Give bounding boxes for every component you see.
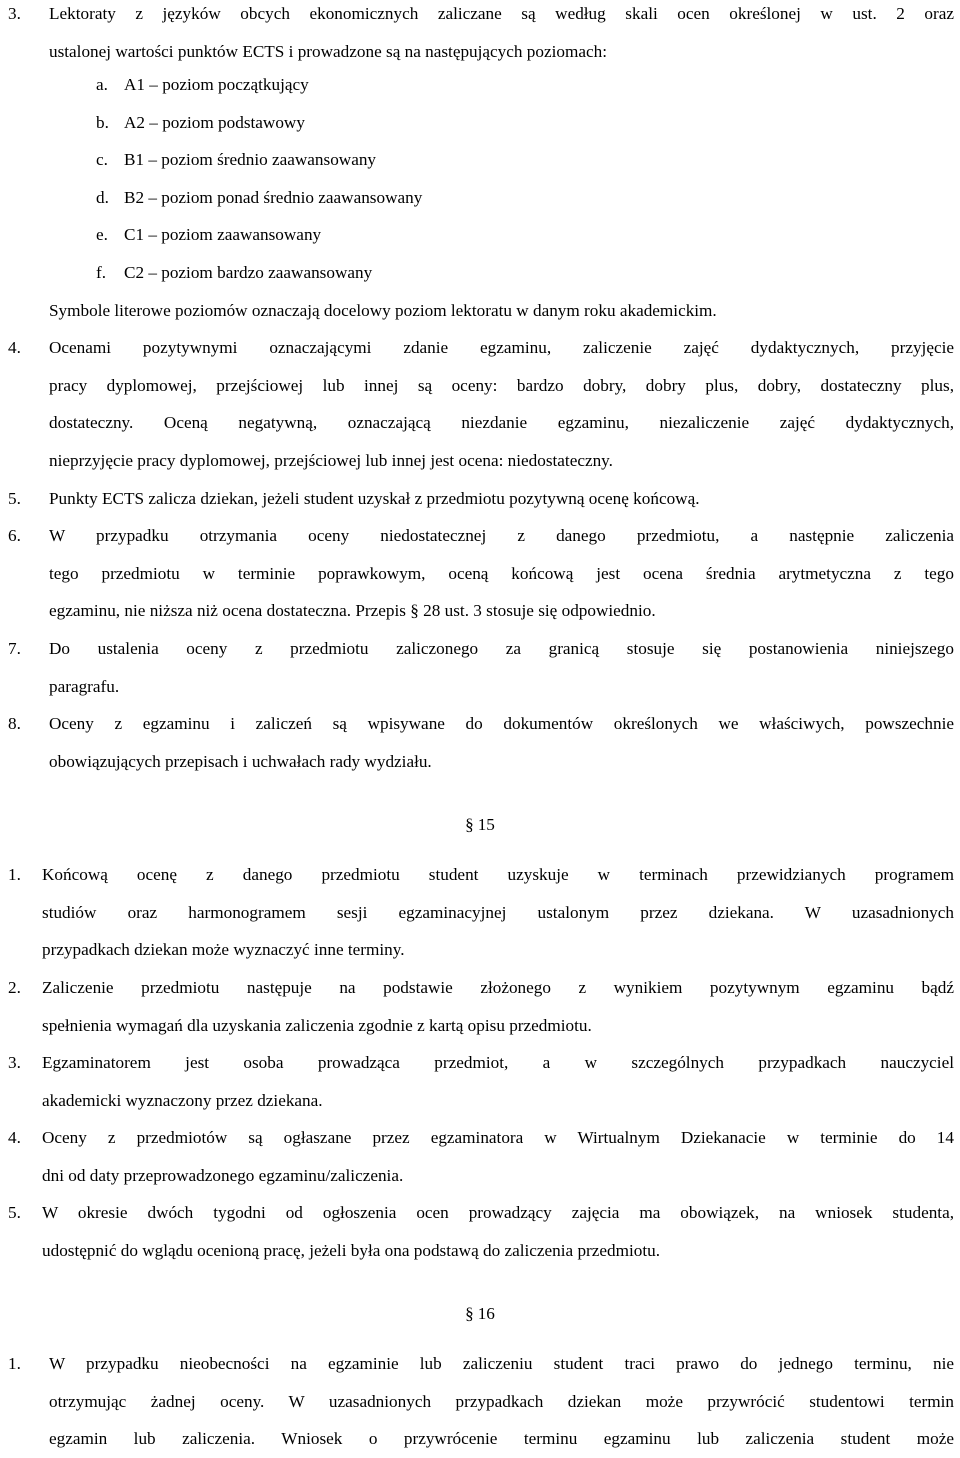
list-text: A1 – poziom początkujący [124,75,309,94]
item-number: 7. [8,639,21,658]
paragraph-16-1 [49,1345,954,1458]
item-number: 3. [8,1053,21,1072]
item-number: 4. [8,338,21,357]
text-line: W okresie dwóch tygodni od ogłoszenia ocen prowadzący zajęcia ma obowiązek, na wniosek studenta, [42,1203,954,1222]
paragraph-symbol: § [465,815,474,834]
text-line: obowiązujących przepisach i uchwałach rady wydziału. [49,751,432,771]
item-number: 5. [8,1203,21,1222]
item-number: 8. [8,714,21,733]
text-line: przypadkach dziekan może wyznaczyć inne terminy. [42,940,405,960]
paragraph-15-4 [42,1119,954,1194]
item-number: 1. [8,865,21,884]
text-line: egzaminu, nie niższa niż ocena dostateczna. Przepis § 28 ust. 3 stosuje się odpowiednio. [49,601,656,621]
paragraph-item-6 [49,517,954,630]
paragraph-15-3 [42,1044,954,1119]
item-number: 3. [8,4,21,23]
text-line: Końcową ocenę z danego przedmiotu student uzyskuje w terminach przewidzianych programem [42,865,954,884]
list-letter: f. [96,263,107,282]
paragraph-item-8 [49,705,954,780]
list-letter: c. [96,150,108,170]
text-line: ustalonej wartości punktów ECTS i prowadzone są na następujących poziomach: [49,41,607,61]
text-line: Lektoraty z języków obcych ekonomicznych zaliczane są według skali ocen określonej w ust. 2 oraz [49,4,954,23]
list-letter: b. [96,112,109,132]
paragraph-15-5 [42,1194,954,1269]
text-line: egzamin lub zaliczenia. Wniosek o przywrócenie terminu egzaminu lub zaliczenia student może [49,1429,954,1449]
item-number: 5. [8,489,21,508]
section-number: 16 [477,1304,495,1323]
text-line: dostateczny. Oceną negatywną, oznaczającą niezdanie egzaminu, niezaliczenie zajęć dydaktycznych, [49,413,954,433]
paragraph-symbol: § [465,1304,474,1323]
text-line: Ocenami pozytywnymi oznaczającymi zdanie egzaminu, zaliczenie zajęć dydaktycznych, przyjęcie [49,338,954,357]
list-text: B1 – poziom średnio zaawansowany [124,150,377,170]
list-text: A2 – poziom podstawowy [124,112,305,132]
list-text: B2 – poziom ponad średnio zaawansowany [124,187,423,207]
text-line: Oceny z egzaminu i zaliczeń są wpisywane do dokumentów określonych we właściwych, powszechnie [49,714,954,733]
section-heading-15 [0,806,960,844]
section-heading-16 [0,1295,960,1333]
text-line: Punkty ECTS zalicza dziekan, jeżeli student uzyskał z przedmiotu pozytywną ocenę końcową. [49,489,700,508]
text-line: Oceny z przedmiotów są ogłaszane przez egzaminatora w Wirtualnym Dziekanacie w terminie do 14 [42,1128,954,1147]
text-line: akademicki wyznaczony przez dziekana. [42,1090,323,1110]
levels-note: Symbole literowe poziomów oznaczają docelowy poziom lektoratu w danym roku akademickim. [49,301,717,320]
text-line: Do ustalenia oceny z przedmiotu zaliczonego za granicą stosuje się postanowienia niniejszego [49,639,954,658]
list-letter: e. [96,225,108,245]
text-line: spełnienia wymagań dla uzyskania zaliczenia zgodnie z kartą opisu przedmiotu. [42,1015,592,1035]
paragraph-item-5 [49,480,954,518]
text-line: otrzymując żadnej oceny. W uzasadnionych przypadkach dziekan może przywrócić studentowi termin [49,1391,954,1411]
text-line: nieprzyjęcie pracy dyplomowej, przejściowej lub innej jest ocena: niedostateczny. [49,450,613,470]
paragraph-item-4 [49,329,954,479]
list-letter: a. [96,75,108,94]
item-number: 2. [8,978,21,997]
section-number: 15 [477,815,495,834]
text-line: Zaliczenie przedmiotu następuje na podstawie złożonego z wynikiem pozytywnym egzaminu bądź [42,978,954,997]
item-number: 1. [8,1354,21,1373]
paragraph-15-2 [42,969,954,1044]
item-number: 6. [8,526,21,545]
text-line: studiów oraz harmonogramem sesji egzaminacyjnej ustalonym przez dziekana. W uzasadnionych [42,902,954,922]
paragraph-15-1 [42,856,954,969]
paragraph-item-7 [49,630,954,705]
text-line: paragrafu. [49,676,120,696]
text-line: W przypadku otrzymania oceny niedostatecznej z danego przedmiotu, a następnie zaliczenia [49,526,954,545]
text-line: pracy dyplomowej, przejściowej lub innej są oceny: bardzo dobry, dobry plus, dobry, dostateczny plus, [49,375,954,395]
item-number: 4. [8,1128,21,1147]
list-text: C2 – poziom bardzo zaawansowany [124,263,373,282]
text-line: udostępnić do wglądu ocenioną pracę, jeżeli była ona podstawą do zaliczenia przedmiotu. [42,1240,661,1260]
text-line: tego przedmiotu w terminie poprawkowym, oceną końcową jest ocena średnia arytmetyczna z tego [49,563,954,583]
list-text: C1 – poziom zaawansowany [124,225,322,245]
text-line: W przypadku nieobecności na egzaminie lub zaliczeniu student traci prawo do jednego terminu, nie [49,1354,954,1373]
text-line: Egzaminatorem jest osoba prowadząca przedmiot, a w szczególnych przypadkach nauczyciel [42,1053,954,1072]
text-line: dni od daty przeprowadzonego egzaminu/zaliczenia. [42,1165,404,1185]
list-letter: d. [96,187,109,207]
paragraph-item-3 [49,0,954,70]
